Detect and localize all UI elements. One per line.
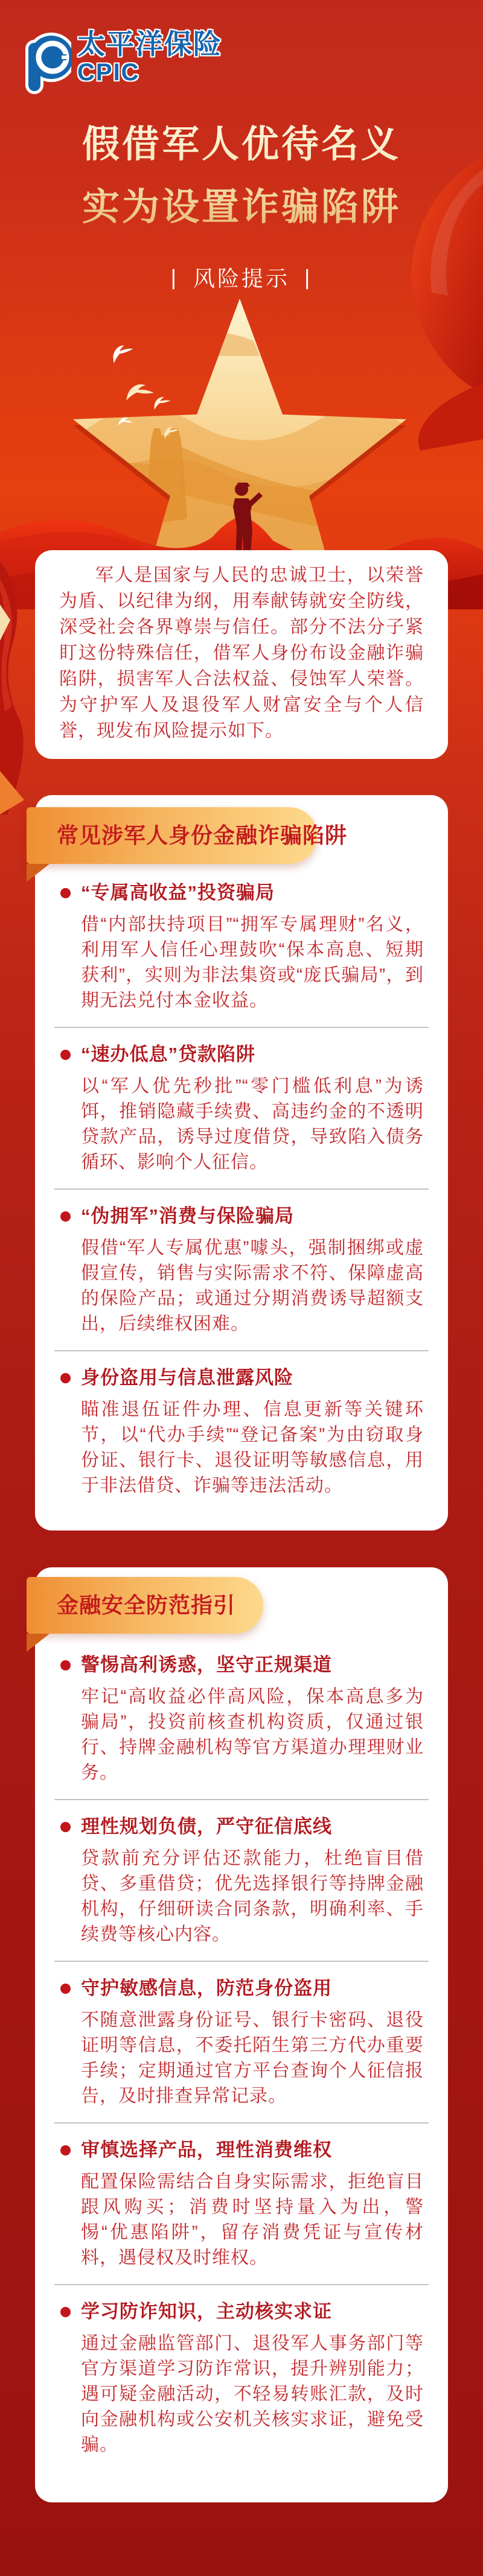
section-banner-safety-guide xyxy=(27,1577,263,1634)
item-body: 贷款前充分评估还款能力，杜绝盲目借贷、多重借贷；优先选择银行等持牌金融机构，仔细研读合同条款，明确利率、手续费等核心内容。 xyxy=(81,1848,424,1944)
logo-text-cn: 太平洋保险 xyxy=(77,28,222,60)
item-title: 警惕高利诱惑，坚守正规渠道 xyxy=(81,1652,424,1678)
item-title: “速办低息”贷款陷阱 xyxy=(81,1041,424,1068)
fraud-item xyxy=(54,1188,429,1350)
item-title: 理性规划负债，严守征信底线 xyxy=(81,1813,424,1840)
item-title: 审慎选择产品，理性消费维权 xyxy=(81,2137,424,2163)
cpic-logo xyxy=(24,30,222,94)
tip-item xyxy=(54,1799,429,1961)
tip-item xyxy=(54,1639,429,1799)
section-title: 常见涉军人身份金融诈骗陷阱 xyxy=(57,823,348,848)
item-title: 学习防诈知识，主动核实求证 xyxy=(81,2298,424,2325)
item-body: 通过金融监管部门、退役军人事务部门等官方渠道学习防诈常识，提升辨别能力；遇可疑金融活动，不轻易转账汇款，及时向金融机构或公安机关核实求证，避免受骗。 xyxy=(81,2333,424,2455)
fraud-traps-card xyxy=(35,795,448,1531)
page-title xyxy=(0,113,483,239)
item-body: 假借“军人专属优惠”噱头，强制捆绑或虚假宣传，销售与实际需求不符、保障虚高的保险产品；或通过分期消费诱导超额支出，后续维权困难。 xyxy=(81,1238,424,1334)
subtitle-risk-notice xyxy=(0,262,483,293)
subtitle-text: 风险提示 xyxy=(193,266,290,291)
left-silk-graphic xyxy=(0,561,36,814)
section-title: 金融安全防范指引 xyxy=(57,1593,236,1617)
subtitle-left-bar: | xyxy=(170,265,179,290)
item-body: 牢记“高收益必伴高风险，保本高息多为骗局”，投资前核查机构资质，仅通过银行、持牌金融机构等官方渠道办理理财业务。 xyxy=(81,1687,424,1783)
item-body: 借“内部扶持项目”“拥军专属理财”名义，利用军人信任心理鼓吹“保本高息、短期获利”，实则为非法集资或“庞氏骗局”，到期无法兑付本金收益。 xyxy=(81,915,424,1010)
page-title-line2: 实为设置诈骗陷阱 xyxy=(82,187,401,228)
safety-guide-card xyxy=(35,1567,448,2502)
item-body: 不随意泄露身份证号、银行卡密码、退役证明等信息，不委托陌生第三方代办重要手续；定期通过官方平台查询个人征信报告，及时排查异常记录。 xyxy=(81,2010,424,2106)
intro-card xyxy=(35,550,448,759)
item-body: 瞄准退伍证件办理、信息更新等关键环节，以“代办手续”“登记备案”为由窃取身份证、银行卡、退役证明等敏感信息，用于非法借贷、诈骗等违法活动。 xyxy=(81,1400,424,1496)
section-banner-fraud-traps xyxy=(27,807,348,864)
intro-paragraph: 军人是国家与人民的忠诚卫士，以荣誉为盾、以纪律为纲，用奉献铸就安全防线，深受社会各界尊崇与信任。部分不法分子紧盯这份特殊信任，借军人身份布设金融诈骗陷阱，损害军人合法权益、侵蚀军人荣誉。为守护军人及退役军人财富安全与个人信誉，现发布风险提示如下。 xyxy=(59,565,424,741)
logo-text-en: CPIC xyxy=(77,59,140,86)
fraud-item xyxy=(54,866,429,1027)
cpic-logo-icon xyxy=(24,30,71,94)
item-title: 守护敏感信息，防范身份盗用 xyxy=(81,1975,424,2002)
item-title: “伪拥军”消费与保险骗局 xyxy=(81,1203,424,1229)
subtitle-right-bar: | xyxy=(304,265,313,290)
tip-item xyxy=(54,2284,429,2471)
tip-item xyxy=(54,2122,429,2284)
page-title-line1: 假借军人优待名义 xyxy=(82,124,401,165)
item-body: 配置保险需结合自身实际需求，拒绝盲目跟风购买；消费时坚持量入为出，警惕“优惠陷阱”，留存消费凭证与宣传材料，遇侵权及时维权。 xyxy=(81,2172,424,2268)
fraud-item xyxy=(54,1350,429,1512)
item-title: 身份盗用与信息泄露风险 xyxy=(81,1365,424,1391)
fraud-item xyxy=(54,1027,429,1188)
item-title: “专属高收益”投资骗局 xyxy=(81,880,424,906)
tip-item xyxy=(54,1961,429,2122)
item-body: 以“军人优先秒批”“零门槛低利息”为诱饵，推销隐藏手续费、高违约金的不透明贷款产品，诱导过度借贷，导致陷入债务循环、影响个人征信。 xyxy=(81,1076,424,1172)
